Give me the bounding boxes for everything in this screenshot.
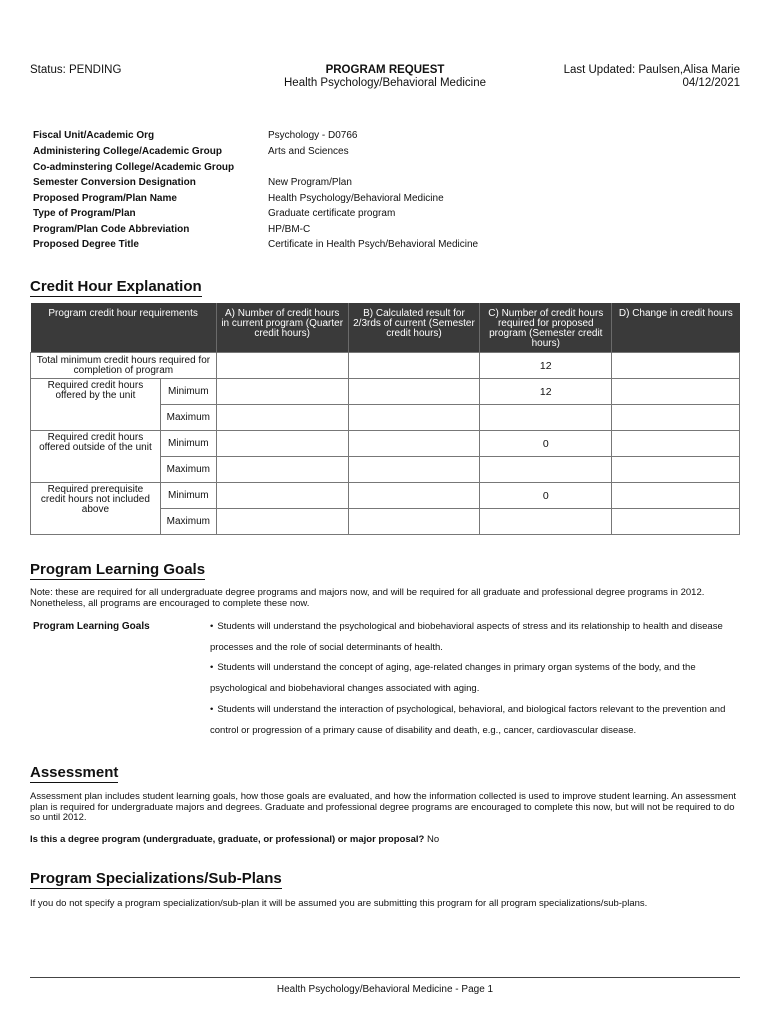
last-updated-date: 04/12/2021 [682, 77, 740, 89]
meta-value: New Program/Plan [268, 177, 352, 188]
learning-goal-text: Students will understand the concept of aging, age-related changes in primary organ systems of the body, and the psychological and biobehavioral changes associated with aging. [210, 662, 696, 694]
meta-value: Health Psychology/Behavioral Medicine [268, 193, 444, 204]
cell-a [216, 509, 348, 535]
status-text: Status: PENDING [30, 64, 122, 76]
meta-value: Graduate certificate program [268, 208, 396, 219]
page-title: PROGRAM REQUEST [325, 64, 445, 76]
table-row [31, 379, 740, 405]
learning-goals-heading: Program Learning Goals [30, 561, 206, 578]
cell-a [216, 379, 348, 405]
maximum-label: Maximum [160, 405, 216, 431]
cell-d [612, 431, 740, 457]
learning-goal-item [210, 699, 745, 741]
question-text: Is this a degree program (undergraduate, graduate, or professional) or major proposal? [30, 834, 425, 845]
meta-value: Psychology - D0766 [268, 130, 358, 141]
table-row [31, 431, 740, 457]
row-label: Required credit hours offered by the unit [31, 379, 161, 431]
cell-b [348, 353, 480, 379]
maximum-label: Maximum [160, 457, 216, 483]
footer-divider [30, 977, 740, 978]
credit-hour-heading: Credit Hour Explanation [30, 278, 202, 295]
assessment-text: Assessment plan includes student learning goals, how those goals are evaluated, and how the information collected is used to improve student learning. An assessment plan is required for undergraduate majors and degrees. Graduate and professional degree programs are encouraged to complete this now, but will not be required to do so until 2012. [30, 791, 737, 823]
cell-c: 12 [480, 353, 612, 379]
cell-a [216, 353, 348, 379]
degree-program-question [30, 834, 439, 845]
meta-label: Semester Conversion Designation [33, 177, 196, 188]
cell-b [348, 509, 480, 535]
cell-b [348, 405, 480, 431]
table-row [31, 483, 740, 509]
meta-value: Arts and Sciences [268, 146, 349, 157]
meta-label: Proposed Program/Plan Name [33, 193, 177, 204]
page-footer: Health Psychology/Behavioral Medicine - Page 1 [276, 984, 494, 995]
learning-goals-note: Note: these are required for all undergraduate degree programs and majors now, and will be required for all graduate and professional degree programs in 2012. Nonetheless, all programs are encouraged to complete these now. [30, 587, 705, 609]
cell-d [612, 379, 740, 405]
cell-d [612, 457, 740, 483]
cell-b [348, 379, 480, 405]
meta-label: Co-adminstering College/Academic Group [33, 162, 235, 173]
row-label: Total minimum credit hours required for completion of program [31, 353, 217, 379]
bullet-icon: • [210, 704, 214, 715]
cell-d [612, 353, 740, 379]
meta-label: Type of Program/Plan [33, 208, 136, 219]
row-label: Required credit hours offered outside of the unit [31, 431, 161, 483]
cell-a [216, 483, 348, 509]
answer-text: No [426, 834, 440, 845]
minimum-label: Minimum [160, 379, 216, 405]
assessment-heading: Assessment [30, 764, 119, 781]
minimum-label: Minimum [160, 483, 216, 509]
meta-value: Certificate in Health Psych/Behavioral Medicine [268, 239, 479, 250]
meta-label: Proposed Degree Title [33, 239, 139, 250]
column-header: C) Number of credit hours required for proposed program (Semester credit hours) [480, 303, 612, 353]
column-header: A) Number of credit hours in current program (Quarter credit hours) [216, 303, 348, 353]
learning-goal-text: Students will understand the psychological and biobehavioral aspects of stress and its relationship to health and disease processes and the role of social determinants of health. [210, 621, 723, 653]
cell-a [216, 457, 348, 483]
cell-c: 0 [480, 483, 612, 509]
column-header: B) Calculated result for 2/3rds of current (Semester credit hours) [348, 303, 480, 353]
cell-b [348, 457, 480, 483]
minimum-label: Minimum [160, 431, 216, 457]
cell-c [480, 405, 612, 431]
cell-b [348, 483, 480, 509]
specializations-text: If you do not specify a program specialization/sub-plan it will be assumed you are submitting this program for all program specializations/sub-plans. [30, 898, 648, 909]
learning-goal-item [210, 616, 745, 658]
meta-label: Program/Plan Code Abbreviation [33, 224, 190, 235]
cell-d [612, 509, 740, 535]
cell-c: 12 [480, 379, 612, 405]
meta-label: Administering College/Academic Group [33, 146, 222, 157]
cell-c [480, 457, 612, 483]
bullet-icon: • [210, 662, 214, 673]
cell-d [612, 483, 740, 509]
last-updated: Last Updated: Paulsen,Alisa Marie [563, 64, 740, 76]
cell-c [480, 509, 612, 535]
cell-a [216, 431, 348, 457]
row-label: Required prerequisite credit hours not included above [31, 483, 161, 535]
cell-c: 0 [480, 431, 612, 457]
page-subtitle: Health Psychology/Behavioral Medicine [284, 77, 486, 89]
learning-goal-text: Students will understand the interaction of psychological, behavioral, and biological factors relevant to the prevention and control or progression of a primary cause of disability and death, e.g., cancer, cardiovascular disease. [210, 704, 726, 736]
table-row [31, 353, 740, 379]
meta-label: Fiscal Unit/Academic Org [33, 130, 155, 141]
cell-b [348, 431, 480, 457]
column-header: Program credit hour requirements [31, 303, 217, 353]
meta-value: HP/BM-C [268, 224, 311, 235]
table-header-row [31, 303, 740, 353]
specializations-heading: Program Specializations/Sub-Plans [30, 870, 282, 887]
maximum-label: Maximum [160, 509, 216, 535]
bullet-icon: • [210, 621, 214, 632]
cell-a [216, 405, 348, 431]
credit-hour-table [30, 303, 740, 535]
learning-goal-item [210, 657, 745, 699]
column-header: D) Change in credit hours [612, 303, 740, 353]
learning-goals-label: Program Learning Goals [33, 621, 150, 632]
cell-d [612, 405, 740, 431]
